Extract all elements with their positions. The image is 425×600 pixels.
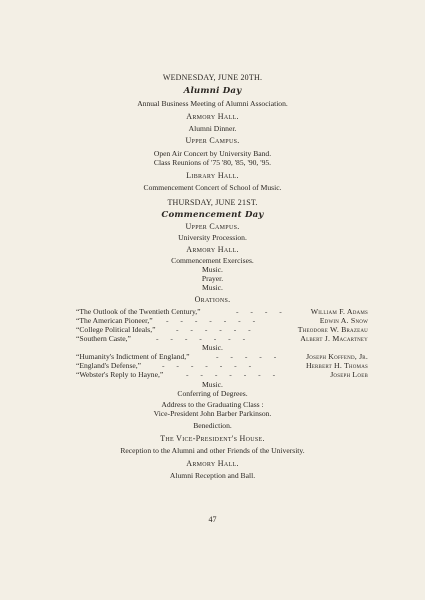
- vice-presidents-house: The Vice-President's House.: [160, 434, 265, 443]
- oration-speaker: Edwin A. Snow: [319, 316, 368, 325]
- oration-speaker: Joseph Loeb: [330, 370, 368, 379]
- music-4: Music.: [202, 380, 223, 389]
- dot-leader: - - - - - - -: [166, 316, 261, 325]
- business-meeting: Annual Business Meeting of Alumni Association.: [137, 99, 288, 108]
- armory-hall-1: Armory Hall.: [186, 112, 239, 121]
- alumni-dinner: Alumni Dinner.: [188, 124, 237, 133]
- oration-title: “Webster's Reply to Hayne,”: [76, 370, 164, 379]
- orations-heading: Orations.: [194, 295, 231, 304]
- commencement-exercises: Commencement Exercises.: [171, 256, 254, 265]
- oration-speaker: Theodore W. Brazeau: [297, 325, 368, 334]
- oration-title: “The Outlook of the Twentieth Century,”: [76, 307, 201, 316]
- oration-speaker: Herbert H. Thomas: [305, 361, 368, 370]
- armory-hall-3: Armory Hall.: [186, 459, 239, 468]
- dot-leader: - - - - - - -: [162, 361, 257, 370]
- wednesday-heading: WEDNESDAY, JUNE 20TH.: [162, 73, 263, 82]
- dot-leader: - - - -: [236, 307, 287, 316]
- oration-title: “England's Defense,”: [76, 361, 142, 370]
- oration-row: [76, 316, 368, 325]
- thursday-heading: THURSDAY, JUNE 21ST.: [167, 198, 258, 207]
- oration-row: [76, 325, 368, 334]
- alumni-day-title: Alumni Day: [183, 86, 242, 96]
- upper-campus-2: Upper Campus.: [185, 222, 240, 231]
- dot-leader: - - - - - -: [176, 325, 256, 334]
- class-reunions: Class Reunions of '75 '80, '85, '90, '95.: [153, 158, 272, 167]
- oration-title: “Humanity's Indictment of England,”: [76, 352, 190, 361]
- conferring-degrees: Conferring of Degrees.: [177, 389, 248, 398]
- address-speaker: Vice-President John Barber Parkinson.: [153, 409, 272, 418]
- prayer: Prayer.: [201, 274, 224, 283]
- dot-leader: - - - - -: [216, 352, 282, 361]
- oration-speaker: Joseph Koffend, Jr.: [306, 352, 368, 361]
- upper-campus-1: Upper Campus.: [185, 136, 240, 145]
- alumni-reception-ball: Alumni Reception and Ball.: [169, 471, 256, 480]
- page-number: 47: [208, 515, 217, 524]
- university-procession: University Procession.: [178, 233, 247, 242]
- oration-row: [76, 361, 368, 370]
- music-concert: Commencement Concert of School of Music.: [143, 183, 282, 192]
- oration-row: [76, 370, 368, 379]
- oration-title: “Southern Caste,”: [76, 334, 131, 343]
- commencement-day-title: Commencement Day: [161, 210, 264, 220]
- music-1: Music.: [202, 265, 223, 274]
- oration-speaker: Albert J. Macartney: [300, 334, 368, 343]
- reception-friends: Reception to the Alumni and other Friends of the University.: [120, 446, 305, 455]
- music-2: Music.: [202, 283, 223, 292]
- oration-title: “The American Pioneer,”: [76, 316, 153, 325]
- oration-row: [76, 307, 368, 316]
- oration-row: [76, 352, 368, 361]
- band-concert: Open Air Concert by University Band.: [153, 149, 272, 158]
- music-3: Music.: [202, 343, 223, 352]
- oration-row: [76, 334, 368, 343]
- oration-title: “College Political Ideals,”: [76, 325, 156, 334]
- oration-speaker: William F. Adams: [310, 307, 368, 316]
- benediction: Benediction.: [193, 421, 232, 430]
- address-to-class: Address to the Graduating Class :: [161, 400, 264, 409]
- armory-hall-2: Armory Hall.: [186, 245, 239, 254]
- dot-leader: - - - - - - -: [186, 370, 281, 379]
- dot-leader: - - - - - - -: [156, 334, 251, 343]
- library-hall: Library Hall.: [186, 171, 239, 180]
